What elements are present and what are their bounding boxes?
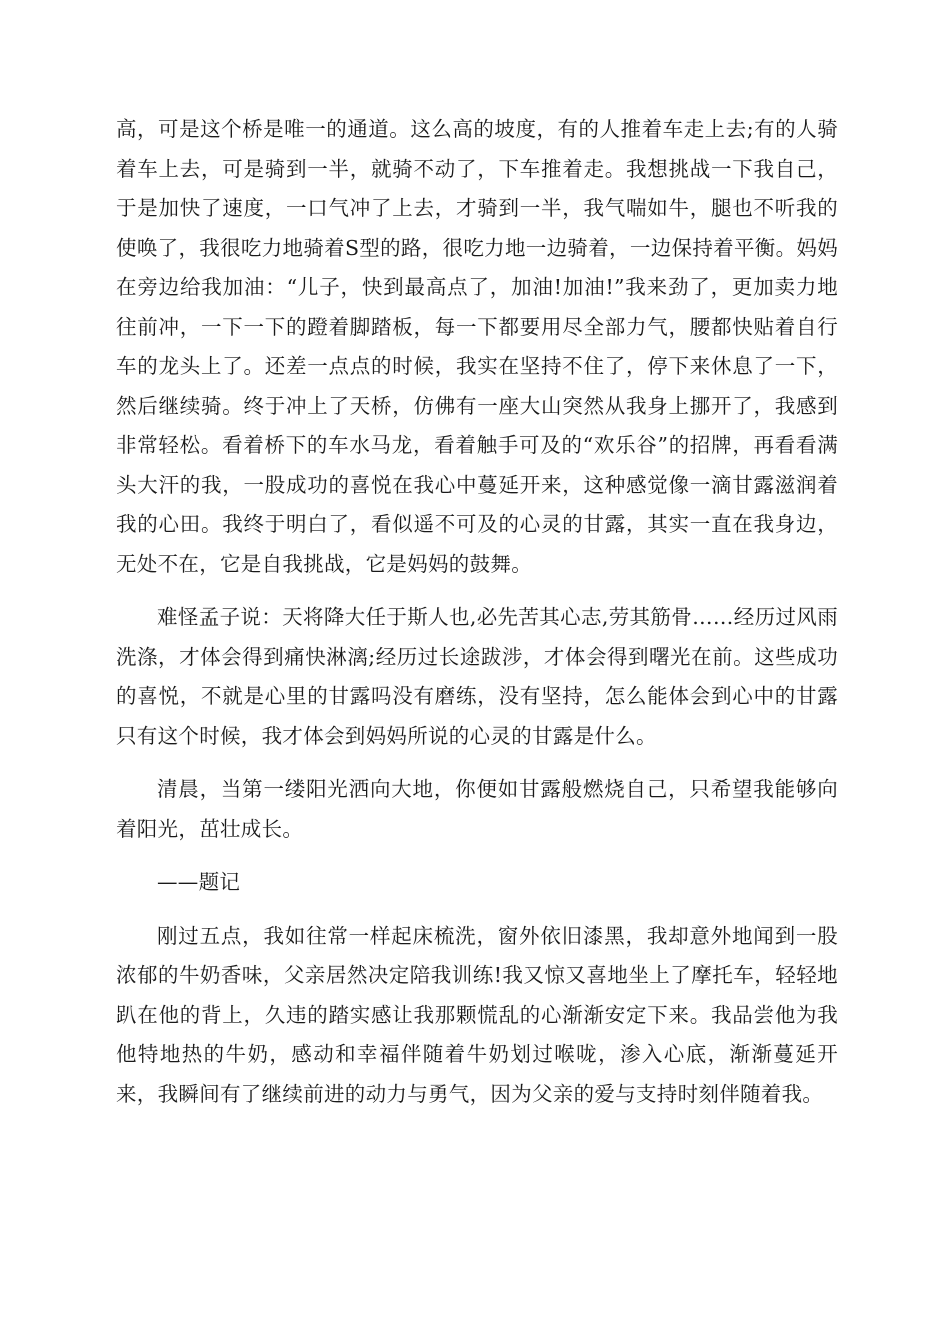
document-page: [116, 110, 838, 1128]
paragraph-bridge-ride: 高，可是这个桥是唯一的通道。这么高的坡度，有的人推着车走上去;有的人骑着车上去，可是骑到一半，就骑不动了，下车推着走。我想挑战一下我自己，于是加快了速度，一口气冲了上去，才骑到一半，我气喘如牛，腿也不听我的使唤了，我很吃力地骑着S型的路，很吃力地一边骑着，一边保持着平衡。妈妈在旁边给我加油：“儿子，快到最高点了，加油!加油!”我来劲了，更加卖力地往前冲，一下一下的蹬着脚踏板，每一下都要用尽全部力气，腰都快贴着自行车的龙头上了。还差一点点的时候，我实在坚持不住了，停下来休息了一下，然后继续骑。终于冲上了天桥，仿佛有一座大山突然从我身上挪开了，我感到非常轻松。看着桥下的车水马龙，看着触手可及的“欢乐谷”的招牌，再看看满头大汗的我，一股成功的喜悦在我心中蔓延开来，这种感觉像一滴甘露滋润着我的心田。我终于明白了，看似遥不可及的心灵的甘露，其实一直在我身边，无处不在，它是自我挑战，它是妈妈的鼓舞。: [116, 117, 838, 576]
paragraph-father-training: 刚过五点，我如往常一样起床梳洗，窗外依旧漆黑，我却意外地闻到一股浓郁的牛奶香味，父亲居然决定陪我训练!我又惊又喜地坐上了摩托车，轻轻地趴在他的背上，久违的踏实感让我那颗慌乱的心渐渐安定下来。我品尝他为我他特地热的牛奶，感动和幸福伴随着牛奶划过喉咙，渗入心底，渐渐蔓延开来，我瞬间有了继续前进的动力与勇气，因为父亲的爱与支持时刻伴随着我。: [116, 923, 838, 1106]
paragraph-mencius-quote: 难怪孟子说：天将降大任于斯人也,必先苦其心志,劳其筋骨……经历过风雨洗涤，才体会得到痛快淋漓;经历过长途跋涉，才体会得到曙光在前。这些成功的喜悦，不就是心里的甘露吗没有磨练，没有坚持，怎么能体会到心中的甘露只有这个时候，我才体会到妈妈所说的心灵的甘露是什么。: [116, 605, 838, 748]
paragraph-morning-sunlight: 清晨，当第一缕阳光洒向大地，你便如甘露般燃烧自己，只希望我能够向着阳光，茁壮成长。: [116, 777, 838, 841]
epigraph-label: ——题记: [157, 870, 241, 894]
